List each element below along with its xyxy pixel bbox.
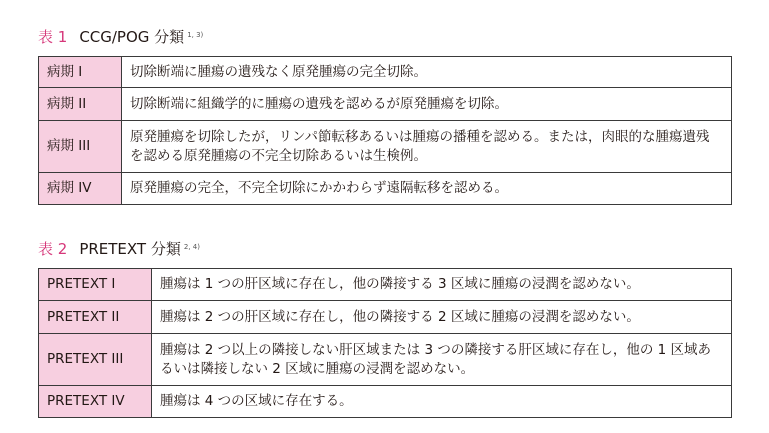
stage-cell: 病期 II [39,88,122,121]
pretext-table [38,268,732,418]
description-cell: 腫瘍は 1 つの肝区域に存在し，他の隣接する 3 区域に腫瘍の浸潤を認めない。 [152,269,732,301]
stage-cell: 病期 III [39,121,122,173]
table2-number: 表 2 [38,240,68,258]
description-cell: 腫瘍は 4 つの区域に存在する。 [152,386,732,418]
stage-cell: PRETEXT III [39,334,152,386]
table-row [39,121,732,173]
table-row [39,88,732,121]
description-cell: 腫瘍は 2 つ以上の隣接しない肝区域または 3 つの隣接する肝区域に存在し，他の 1 区域あるいは隣接しない 2 区域に腫瘍の浸潤を認めない。 [152,334,732,386]
ccg-pog-table [38,56,732,205]
stage-cell: 病期 IV [39,173,122,205]
description-cell: 腫瘍は 2 つの肝区域に存在し，他の隣接する 2 区域に腫瘍の浸潤を認めない。 [152,301,732,334]
description-cell: 切除断端に腫瘍の遺残なく原発腫瘍の完全切除。 [122,57,732,88]
description-cell: 原発腫瘍を切除したが，リンパ節転移あるいは腫瘍の播種を認める。または，肉眼的な腫瘍遺残を認める原発腫瘍の不完全切除あるいは生検例。 [122,121,732,173]
table2-caption [38,240,200,258]
table1-title: CCG/POG 分類 [79,28,185,46]
table-row [39,334,732,386]
stage-cell: PRETEXT II [39,301,152,334]
table-row [39,173,732,205]
description-cell: 切除断端に組織学的に腫瘍の遺残を認めるが原発腫瘍を切除。 [122,88,732,121]
table1-reference: 1, 3) [187,31,204,39]
table2-reference: 2, 4) [183,243,200,251]
stage-cell: PRETEXT I [39,269,152,301]
stage-cell: PRETEXT IV [39,386,152,418]
table1-number: 表 1 [38,28,68,46]
table-row [39,269,732,301]
table2-title: PRETEXT 分類 [79,240,181,258]
table-row [39,57,732,88]
table-row [39,386,732,418]
stage-cell: 病期 I [39,57,122,88]
table-row [39,301,732,334]
description-cell: 原発腫瘍の完全，不完全切除にかかわらず遠隔転移を認める。 [122,173,732,205]
table1-caption [38,28,203,46]
